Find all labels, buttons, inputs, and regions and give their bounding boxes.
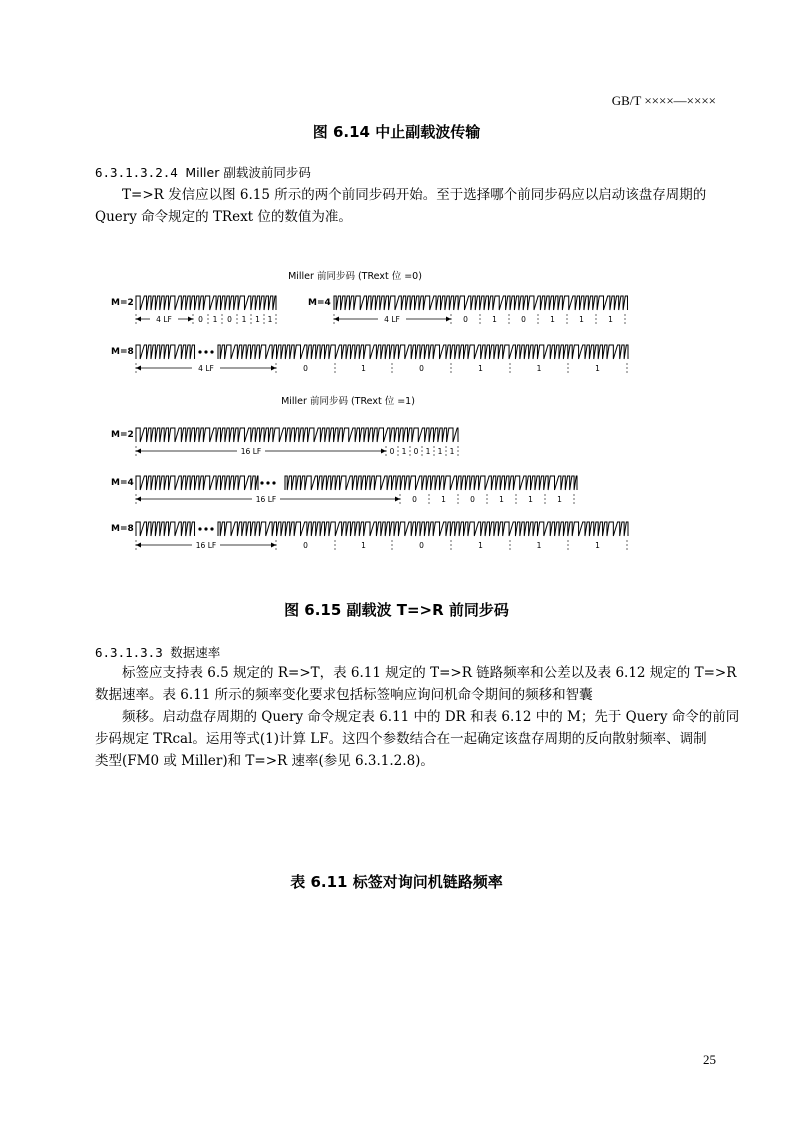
arrow-head [136, 449, 141, 454]
bit-value: 1 [437, 447, 443, 456]
bit-value: 0 [521, 315, 526, 324]
bit-value: 1 [492, 315, 497, 324]
modulation-label: M=2 [111, 298, 134, 308]
bit-value: 0 [198, 315, 203, 324]
span-label: 16 LF [195, 541, 217, 550]
bit-value: 1 [255, 315, 260, 324]
arrow-head [136, 366, 141, 371]
bit-value: 1 [478, 541, 483, 550]
section-6-3-1-3-3-heading [95, 643, 220, 661]
bit-value: 1 [557, 495, 562, 504]
preamble-paragraph [95, 184, 719, 228]
waveform [136, 522, 195, 536]
page-number: 25 [703, 1052, 716, 1067]
modulation-label: M=8 [111, 347, 134, 357]
paragraph-line: 类型(FM0 或 Miller)和 T=>R 速率(参见 6.3.1.2.8)。 [95, 753, 434, 769]
ellipsis-dot [266, 481, 269, 484]
bit-value: 0 [463, 315, 468, 324]
span-label: 16 LF [240, 447, 262, 456]
arrow-head [381, 449, 386, 454]
paragraph-line: 频移。启动盘存周期的 Query 命令规定表 6.11 中的 DR 和表 6.12 中的 M；先于 Query 命令的前同 [122, 709, 740, 725]
ellipsis-dot [204, 350, 207, 353]
paragraph-line: 数据速率。表 6.11 所示的频率变化要求包括标签响应询问机命令期间的频移和智囊 [95, 687, 593, 703]
bit-value: 1 [212, 315, 218, 324]
waveform [136, 345, 195, 359]
modulation-label: M=2 [111, 430, 134, 440]
bit-value: 0 [389, 447, 395, 456]
waveform [136, 428, 458, 442]
paragraph-line: Query 命令规定的 TRext 位的数值为准。 [95, 209, 352, 225]
bit-value: 0 [419, 364, 424, 373]
bit-value: 1 [401, 447, 407, 456]
modulation-label: M=4 [111, 478, 134, 488]
waveform [136, 296, 276, 310]
miller-preamble-diagram [0, 255, 793, 555]
figure-6-15-caption: 图 6.15 副载波 T=>R 前同步码 [284, 601, 509, 619]
ellipsis-dot [210, 350, 213, 353]
paragraph-line: T=>R 发信应以图 6.15 所示的两个前同步码开始。至于选择哪个前同步码应以启动该盘存周期的 [122, 187, 707, 203]
ellipsis-dot [198, 350, 201, 353]
bit-value: 0 [413, 447, 419, 456]
bit-value: 1 [441, 495, 446, 504]
waveform [218, 522, 628, 536]
waveform [218, 345, 628, 359]
bit-value: 1 [579, 315, 584, 324]
bit-value: 1 [536, 364, 542, 373]
bit-value: 0 [303, 364, 308, 373]
bit-value: 1 [449, 447, 455, 456]
bit-value: 1 [550, 315, 555, 324]
ellipsis-dot [272, 481, 275, 484]
modulation-label: M=8 [111, 524, 134, 534]
bit-value: 1 [361, 541, 366, 550]
figure-6-14-caption: 图 6.14 中止副载波传输 [312, 123, 481, 141]
bit-value: 0 [303, 541, 308, 550]
bit-value: 1 [499, 495, 504, 504]
span-label: 16 LF [255, 495, 277, 504]
bit-value: 1 [425, 447, 431, 456]
bit-value: 1 [478, 364, 483, 373]
paragraph-line: 标签应支持表 6.5 规定的 R=>T，表 6.11 规定的 T=>R 链路频率和公差以及表 6.12 规定的 T=>R [122, 665, 737, 681]
table-6-11-caption: 表 6.11 标签对询问机链路频率 [290, 873, 503, 891]
bit-value: 1 [595, 364, 600, 373]
bit-value: 0 [227, 315, 232, 324]
arrow-head [271, 366, 276, 371]
data-rate-paragraph [95, 662, 740, 772]
waveform [334, 296, 627, 310]
arrow-head [136, 543, 141, 548]
paragraph-line: 步码规定 TRcal。运用等式(1)计算 LF。这四个参数结合在一起确定该盘存周期的反向散射频率、调制 [95, 731, 707, 747]
bit-value: 1 [361, 364, 366, 373]
section-title: Miller 副载波前同步码 [185, 165, 311, 180]
ellipsis-dot [260, 481, 263, 484]
arrow-head [334, 317, 339, 322]
ellipsis-dot [204, 527, 207, 530]
bit-value: 1 [608, 315, 613, 324]
arrow-head [395, 497, 400, 502]
section-title: 数据速率 [170, 645, 221, 660]
bit-value: 1 [241, 315, 247, 324]
bit-value: 0 [419, 541, 424, 550]
bit-value: 0 [412, 495, 417, 504]
section-6-3-1-3-2-4-heading [95, 163, 311, 181]
trext0-title: Miller 前同步码 (TRext 位 =0) [288, 271, 422, 282]
span-label: 4 LF [384, 315, 400, 324]
ellipsis-dot [198, 527, 201, 530]
waveform-rows [111, 296, 628, 550]
waveform [285, 476, 577, 490]
arrow-head [446, 317, 451, 322]
standard-header: GB/T ××××—×××× [611, 93, 716, 108]
span-label: 4 LF [156, 315, 172, 324]
bit-value: 0 [470, 495, 475, 504]
bit-value: 1 [528, 495, 533, 504]
section-number: 6.3.1.3.2.4 [95, 165, 178, 180]
bit-value: 1 [267, 315, 273, 324]
modulation-label: M=4 [308, 298, 331, 308]
span-label: 4 LF [198, 364, 214, 373]
waveform [136, 476, 258, 490]
arrow-head [188, 317, 193, 322]
ellipsis-dot [210, 527, 213, 530]
section-number: 6.3.1.3.3 [95, 645, 163, 660]
trext1-title: Miller 前同步码 (TRext 位 =1) [281, 396, 415, 407]
arrow-head [136, 497, 141, 502]
bit-value: 1 [536, 541, 542, 550]
arrow-head [136, 317, 141, 322]
arrow-head [271, 543, 276, 548]
bit-value: 1 [595, 541, 600, 550]
